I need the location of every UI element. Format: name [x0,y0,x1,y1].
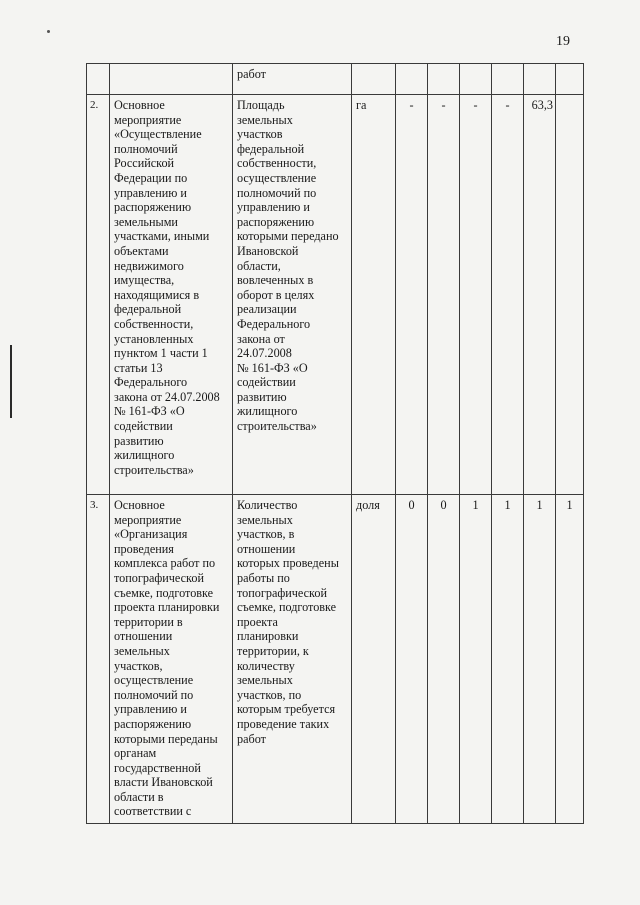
event-cell [110,64,233,95]
value-cell: 0 [428,495,460,824]
value-cell [428,64,460,95]
value-cell [396,64,428,95]
value-cell [492,64,524,95]
value-cell [524,64,556,95]
num-cell: 3. [87,495,110,824]
value-cell: 1 [460,495,492,824]
table-row-continuation [87,64,584,95]
value-cell: 63,3 [524,95,556,495]
program-indicators-table [86,63,584,824]
value-cell: - [428,95,460,495]
scan-dot [47,30,50,33]
unit-cell [352,64,396,95]
value-cell: 0 [396,495,428,824]
unit-cell: доля [352,495,396,824]
indicator-cell: работ [233,64,352,95]
value-cell [556,64,584,95]
table-row [87,495,584,824]
num-cell: 2. [87,95,110,495]
value-cell [460,64,492,95]
table-row [87,95,584,495]
value-cell: 1 [524,495,556,824]
value-cell: - [492,95,524,495]
indicator-cell: Количество земельных участков, в отношении которых проведены работы по топографической съемке, подготовке проекта планировки территории, к количеству земельных участков, по которым требуется проведение таких работ [233,495,352,824]
value-cell: 1 [556,495,584,824]
event-cell: Основное мероприятие «Осуществление полномочий Российской Федерации по управлению и распоряжению земельными участками, иными объектами недвижимого имущества, находящимися в федеральной собственности, установленных пунктом 1 части 1 статьи 13 Федерального закона от 24.07.2008 № 161-ФЗ «О содействии развитию жилищного строительства» [110,95,233,495]
event-cell: Основное мероприятие «Организация проведения комплекса работ по топографической съемке, подготовке проекта планировки территории в отношении земельных участков, осуществление полномочий по управлению и распоряжению которыми переданы органам государственной власти Ивановской области в соответствии с [110,495,233,824]
num-cell [87,64,110,95]
value-cell: - [396,95,428,495]
unit-cell: га [352,95,396,495]
margin-mark [10,345,12,418]
value-cell: - [460,95,492,495]
value-cell: 1 [492,495,524,824]
indicator-cell: Площадь земельных участков федеральной собственности, осуществление полномочий по управлению и распоряжению которыми передано Ивановской области, вовлеченных в оборот в целях реализации Федерального закона от 24.07.2008 № 161-ФЗ «О содействии развитию жилищного строительства» [233,95,352,495]
page-number: 19 [556,34,570,49]
value-cell [556,95,584,495]
